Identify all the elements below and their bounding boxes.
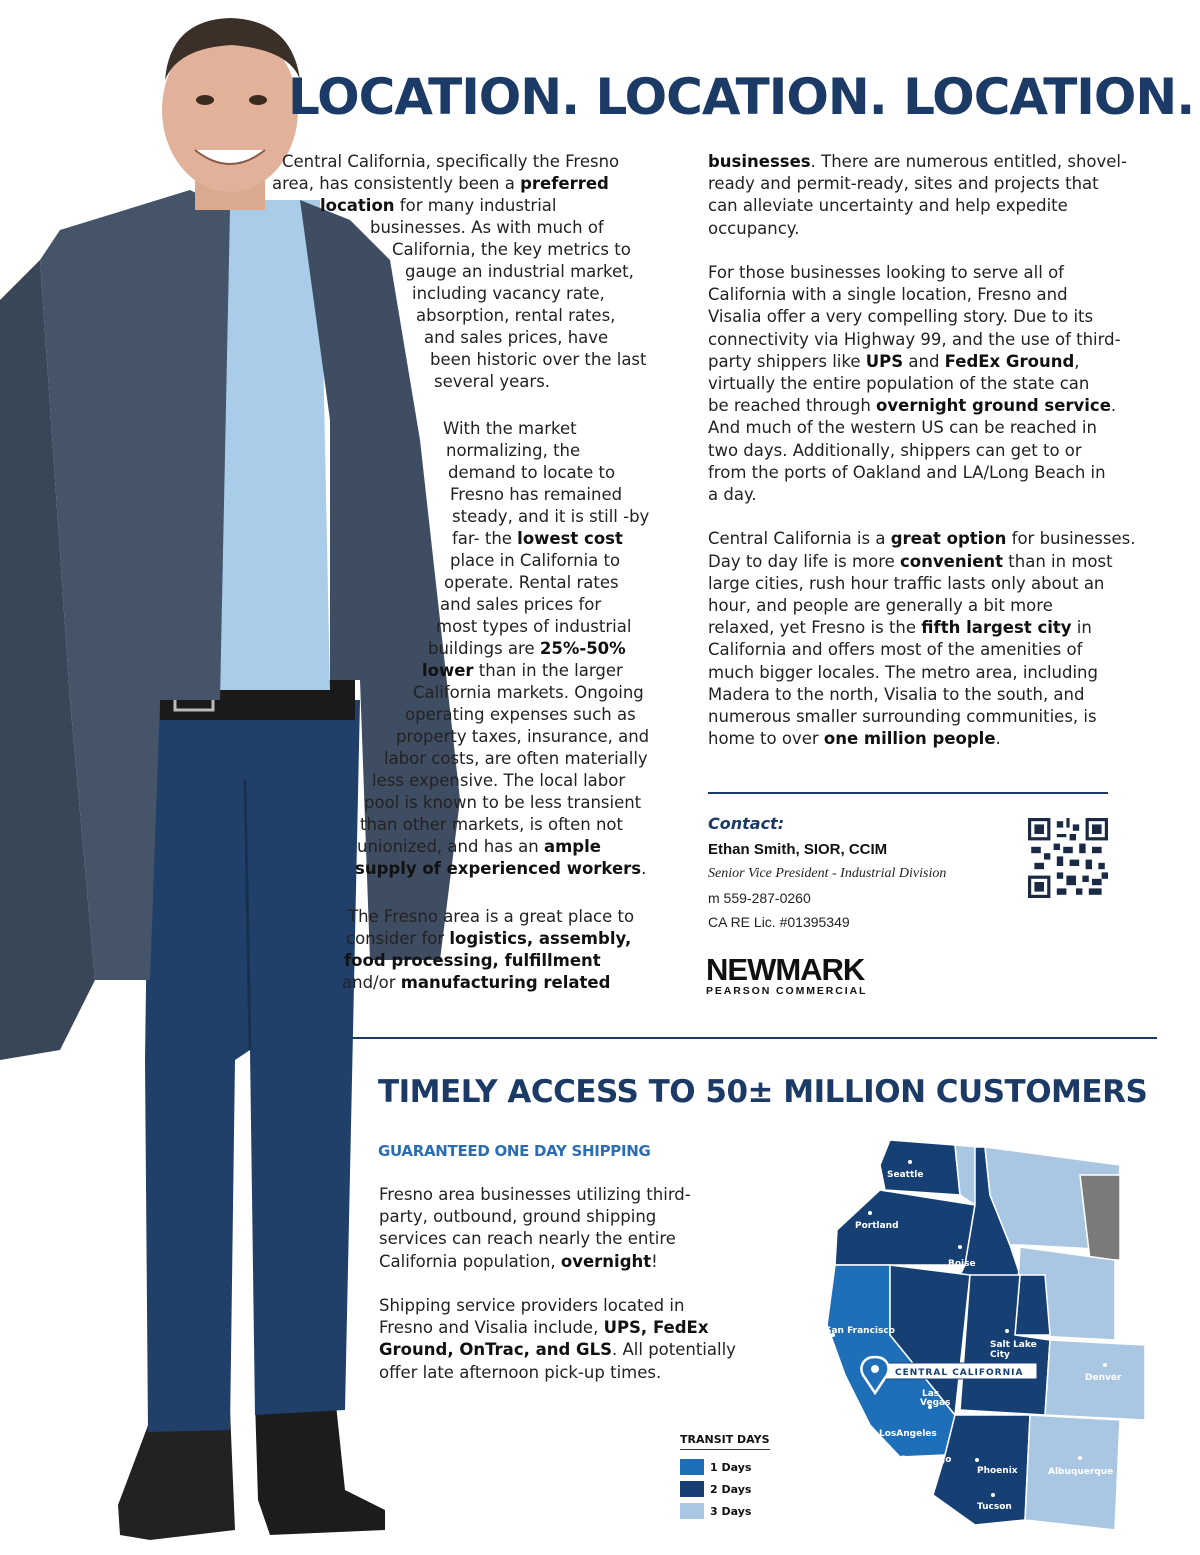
text: ,	[1074, 351, 1080, 371]
bold-text: UPS	[865, 351, 904, 371]
bold-text: location	[320, 196, 395, 215]
text: Fresno has remained	[450, 485, 623, 504]
text: than other markets, is often not	[360, 815, 623, 834]
city-boise: Boise	[948, 1259, 976, 1269]
text-line	[708, 173, 1099, 195]
legend-label: 2 Days	[710, 1482, 752, 1496]
text: And much of the western US can be reached in	[708, 418, 1097, 438]
text: services can reach nearly the entire	[379, 1229, 676, 1249]
text: be reached through	[708, 396, 877, 416]
city-tucson: Tucson	[977, 1502, 1012, 1512]
text-line	[413, 682, 644, 704]
section-title: TIMELY ACCESS TO 50± MILLION CUSTOMERS	[378, 1074, 1148, 1110]
text: . All potentially	[612, 1340, 736, 1360]
text: Day to day life is more	[708, 551, 901, 571]
text: connectivity via Highway 99, and the use of third-	[708, 329, 1121, 349]
section-divider	[352, 1037, 1157, 1039]
text-line	[708, 662, 1098, 684]
text: and	[903, 351, 945, 371]
text: including vacancy rate,	[412, 284, 605, 303]
text: Central California is a	[708, 529, 891, 549]
text: labor costs, are often materially	[384, 749, 648, 768]
contact-phone: m 559-287-0260	[708, 890, 811, 906]
text-line	[708, 218, 799, 240]
text: for businesses.	[1006, 529, 1136, 549]
text-line	[384, 748, 648, 770]
text-line	[346, 928, 631, 950]
text-line	[708, 262, 1064, 284]
text-line	[708, 195, 1068, 217]
legend-title: TRANSIT DAYS	[680, 1433, 770, 1450]
text-line	[405, 261, 634, 283]
text: For those businesses looking to serve all of	[708, 263, 1064, 282]
text: businesses. As with much of	[370, 218, 604, 237]
western-us-map	[815, 1135, 1160, 1550]
text-line	[412, 283, 605, 305]
text: party shippers like	[708, 351, 866, 371]
section-subtitle: GUARANTEED ONE DAY SHIPPING	[378, 1142, 651, 1160]
bold-text: one million people	[823, 729, 996, 749]
text-line	[708, 595, 1053, 617]
text-line	[450, 484, 622, 506]
bold-text: ample	[543, 837, 601, 856]
bold-text: UPS, FedEx	[603, 1318, 709, 1338]
text: California markets. Ongoing	[413, 683, 644, 702]
text-line	[708, 551, 1113, 573]
text-line	[440, 594, 601, 616]
text-line	[708, 528, 1135, 550]
city-vegas: Vegas	[920, 1398, 951, 1408]
legend-swatch	[680, 1481, 704, 1497]
text-line	[708, 728, 1001, 750]
legend-item	[680, 1456, 770, 1478]
text-line	[708, 440, 1082, 462]
text-line	[348, 906, 634, 928]
transit-legend	[680, 1428, 770, 1522]
text-line	[708, 639, 1082, 661]
text-line	[379, 1184, 691, 1206]
text: can alleviate uncertainty and help expedite	[708, 196, 1068, 216]
map-region-wyoming-west	[1015, 1275, 1050, 1335]
text: most types of industrial	[436, 617, 632, 636]
central-california-label: CENTRAL CALIFORNIA	[895, 1368, 1024, 1378]
legend-item	[680, 1478, 770, 1500]
text: place in California to	[450, 551, 621, 570]
logo-main-text: NEWMARK	[706, 952, 865, 987]
text: for many industrial	[394, 196, 557, 215]
legend-swatch	[680, 1459, 704, 1475]
bold-text: fifth largest city	[921, 618, 1072, 638]
text-line	[708, 617, 1092, 639]
text-line	[708, 373, 1089, 395]
text-line	[428, 638, 626, 660]
legend-label: 1 Days	[710, 1460, 752, 1474]
text-line	[708, 329, 1121, 351]
text: !	[651, 1251, 658, 1271]
text-line	[344, 950, 601, 972]
text: party, outbound, ground shipping	[379, 1207, 657, 1227]
text-line	[272, 173, 609, 195]
text: than in most	[1003, 551, 1113, 571]
text-line	[446, 440, 580, 462]
bold-text: great option	[890, 529, 1007, 549]
legend-swatch	[680, 1503, 704, 1519]
text-line	[372, 770, 625, 792]
bold-text: preferred	[520, 174, 609, 193]
text: a day.	[708, 485, 757, 504]
text-line	[430, 349, 647, 371]
city-albuquerque: Albuquerque	[1048, 1467, 1114, 1477]
bold-text: supply of experienced workers	[355, 859, 642, 878]
text: hour, and people are generally a bit more	[708, 596, 1053, 615]
city-san-francisco: San Francisco	[825, 1326, 895, 1336]
text-line	[379, 1251, 658, 1273]
bold-text: manufacturing related	[400, 973, 611, 992]
text: steady, and it is still -by	[452, 507, 650, 526]
text-line	[443, 418, 577, 440]
text: far- the	[452, 529, 518, 548]
text-line	[708, 462, 1106, 484]
text: and/or	[342, 973, 401, 992]
text: property taxes, insurance, and	[396, 727, 650, 746]
text-line	[364, 792, 641, 814]
text-line	[424, 327, 608, 349]
text: several years.	[434, 372, 551, 391]
text-line	[708, 306, 1093, 328]
text: operate. Rental rates	[444, 573, 619, 592]
text-line	[379, 1206, 656, 1228]
text: area, has consistently been a	[272, 174, 521, 193]
city-san-diego: San Diego	[900, 1455, 952, 1465]
text-line	[708, 684, 1084, 706]
contact-label: Contact:	[708, 814, 785, 833]
text: large cities, rush hour traffic lasts only about an	[708, 573, 1105, 593]
text: California, the key metrics to	[392, 240, 631, 259]
text-line	[452, 528, 623, 550]
text-line	[342, 972, 610, 994]
bold-text: Ground, OnTrac, and GLS	[379, 1340, 612, 1360]
text-line	[355, 858, 646, 880]
legend-item	[680, 1500, 770, 1522]
bold-text: businesses	[708, 152, 811, 171]
text: buildings are	[428, 639, 540, 658]
text-line	[422, 660, 623, 682]
city-salt-lake-2: City	[990, 1350, 1010, 1360]
text: Madera to the north, Visalia to the south, and	[708, 684, 1085, 704]
text-line	[450, 550, 620, 572]
bold-text: logistics, assembly,	[449, 929, 632, 948]
text: California with a single location, Fresno and	[708, 285, 1068, 305]
text: California population,	[379, 1251, 561, 1271]
page-title: LOCATION. LOCATION. LOCATION.	[288, 68, 1195, 126]
bold-text: lowest cost	[517, 529, 623, 548]
newmark-logo	[706, 952, 868, 997]
contact-name: Ethan Smith, SIOR, CCIM	[708, 841, 888, 858]
text-line	[392, 239, 631, 261]
text: Visalia offer a very compelling story. Due to its	[708, 307, 1094, 327]
text-line	[379, 1339, 736, 1361]
map-region-washington	[880, 1140, 960, 1195]
text: ready and permit-ready, sites and projects that	[708, 174, 1099, 194]
text-line	[708, 484, 757, 506]
text: than in the larger	[473, 661, 623, 680]
logo-sub-text: PEARSON COMMERCIAL	[706, 985, 868, 997]
text: .	[641, 859, 647, 878]
text: in	[1071, 618, 1092, 638]
text: and sales prices for	[440, 595, 602, 614]
bold-text: overnight ground service	[876, 396, 1111, 416]
text: .	[1110, 396, 1117, 416]
city-portland: Portland	[855, 1221, 899, 1231]
bold-text: overnight	[560, 1251, 652, 1271]
bold-text: FedEx Ground	[944, 351, 1075, 371]
text: The Fresno area is a great place to	[348, 907, 635, 926]
text-line	[708, 151, 1127, 173]
text: Fresno and Visalia include,	[379, 1318, 604, 1338]
text-line	[708, 706, 1097, 728]
text: normalizing, the	[446, 441, 581, 460]
text: from the ports of Oakland and LA/Long Beach in	[708, 462, 1106, 482]
text-line	[379, 1317, 708, 1339]
text: numerous smaller surrounding communities, is	[708, 707, 1097, 726]
text-line	[360, 814, 623, 836]
text: demand to locate to	[448, 463, 616, 482]
text-line	[379, 1362, 661, 1384]
qr-code-icon[interactable]	[1028, 818, 1108, 898]
text-line	[416, 305, 615, 327]
text-line	[379, 1295, 684, 1317]
text-line	[357, 836, 601, 858]
bold-text: food processing, fulfillment	[344, 951, 601, 970]
city-denver: Denver	[1085, 1373, 1122, 1383]
text-line	[396, 726, 649, 748]
text: Central California, specifically the Fresno	[282, 152, 620, 171]
contact-divider	[708, 792, 1108, 794]
city-seattle: Seattle	[887, 1170, 924, 1180]
city-salt-lake: Salt Lake	[990, 1340, 1037, 1350]
text-line	[405, 704, 636, 726]
text: Shipping service providers located in	[379, 1296, 685, 1315]
text-line	[379, 1228, 676, 1250]
text: absorption, rental rates,	[416, 306, 616, 325]
text: and sales prices, have	[424, 328, 609, 347]
text: operating expenses such as	[405, 705, 636, 724]
text: consider for	[346, 929, 450, 948]
text-line	[370, 217, 604, 239]
text: relaxed, yet Fresno is the	[708, 618, 922, 638]
city-los-angeles: LosAngeles	[879, 1429, 937, 1439]
text: occupancy.	[708, 218, 800, 238]
text-line	[282, 151, 619, 173]
text: much bigger locales. The metro area, including	[708, 662, 1098, 682]
text: been historic over the last	[430, 350, 647, 369]
text: California and offers most of the amenities of	[708, 640, 1083, 660]
text-line	[708, 573, 1104, 595]
text-line	[708, 417, 1097, 439]
text: two days. Additionally, shippers can get to or	[708, 440, 1082, 460]
bold-text: 25%-50%	[539, 639, 626, 658]
text-line	[708, 395, 1116, 417]
city-phoenix: Phoenix	[977, 1466, 1018, 1476]
text: . There are numerous entitled, shovel-	[810, 152, 1127, 171]
text-line	[448, 462, 615, 484]
text: .	[995, 729, 1001, 749]
text: pool is known to be less transient	[364, 793, 642, 812]
text-line	[434, 371, 550, 393]
text: With the market	[443, 419, 577, 438]
text-line	[320, 195, 556, 217]
text-line	[452, 506, 649, 528]
contact-license: CA RE Lic. #01395349	[708, 914, 850, 930]
contact-title: Senior Vice President - Industrial Division	[708, 866, 947, 881]
text: gauge an industrial market,	[405, 262, 634, 281]
text: unionized, and has an	[357, 837, 544, 856]
text: less expensive. The local labor	[372, 771, 626, 790]
text: virtually the entire population of the state can	[708, 374, 1090, 393]
legend-label: 3 Days	[710, 1504, 752, 1518]
text-line	[436, 616, 631, 638]
bold-text: convenient	[900, 551, 1004, 571]
text: offer late afternoon pick-up times.	[379, 1362, 662, 1382]
bold-text: lower	[422, 661, 474, 680]
text: home to over	[708, 729, 824, 749]
text-line	[708, 284, 1068, 306]
city-las: Las	[922, 1389, 940, 1399]
text: Fresno area businesses utilizing third-	[379, 1185, 691, 1204]
text-line	[444, 572, 619, 594]
text-line	[708, 351, 1080, 373]
